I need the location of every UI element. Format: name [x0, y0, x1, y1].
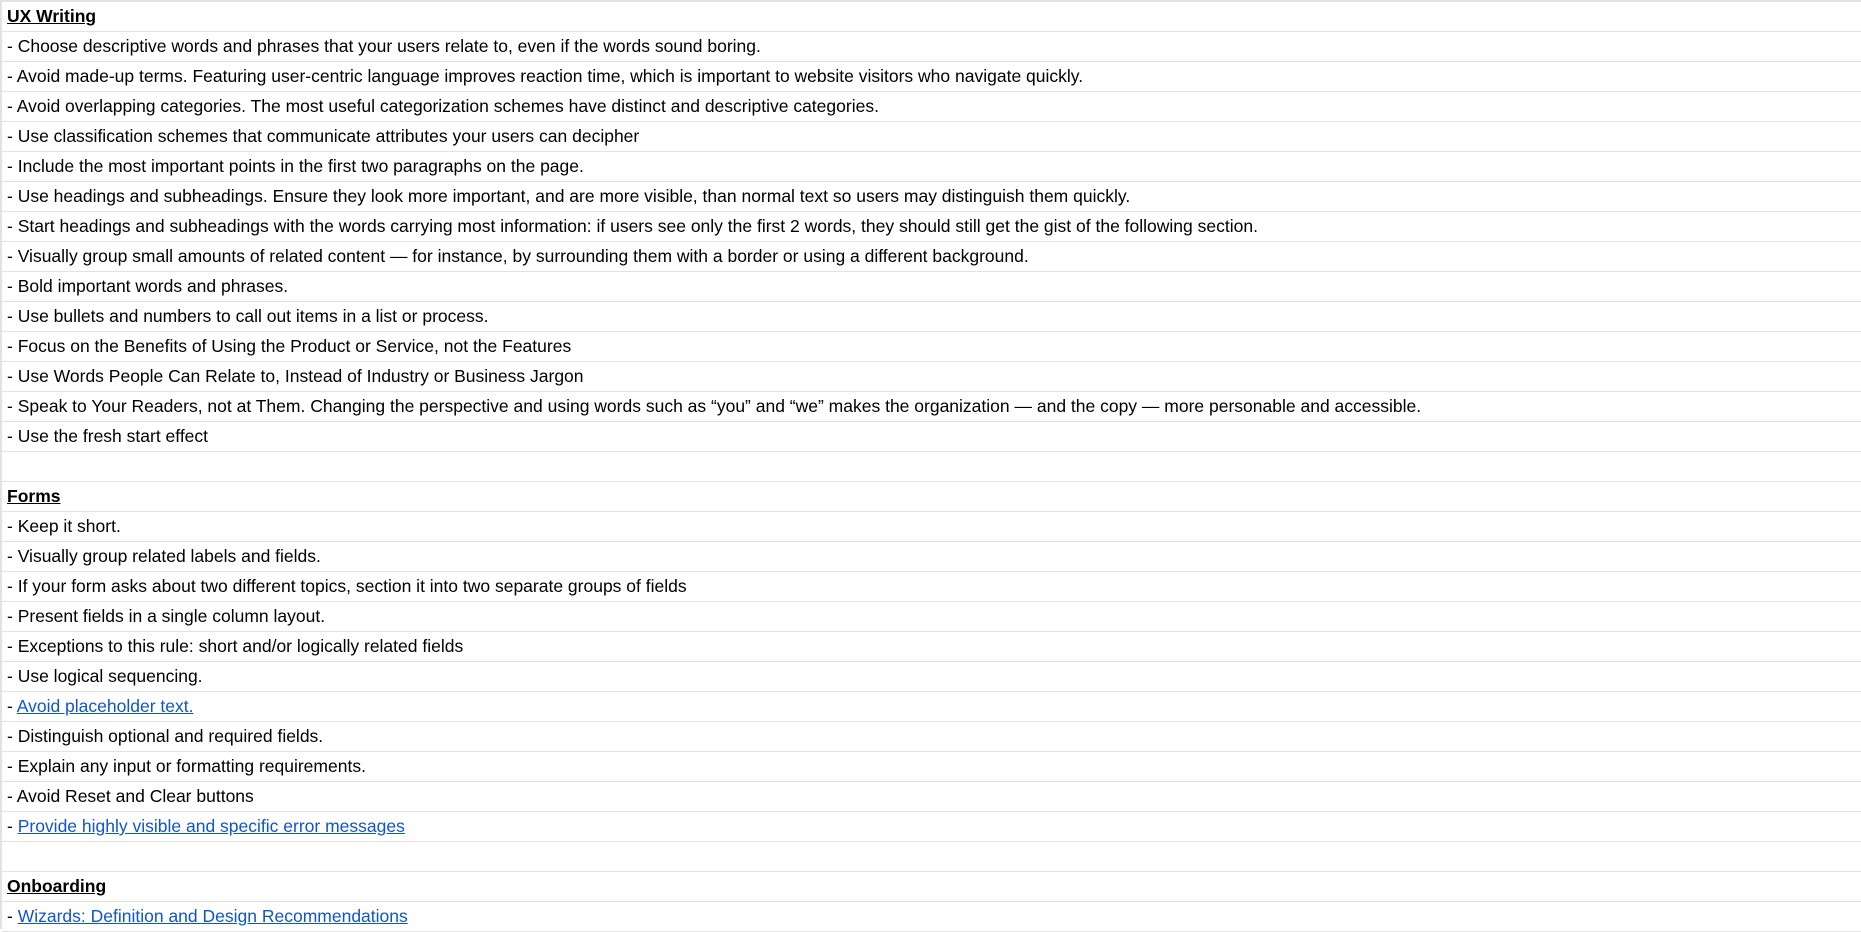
bullet-prefix: - — [7, 396, 18, 416]
ux-writing-item: Include the most important points in the first two paragraphs on the page. — [17, 156, 584, 176]
ux-writing-item: Avoid made-up terms. Featuring user-centric language improves reaction time, which is important to website visitors who navigate quickly. — [16, 66, 1084, 86]
list-item[interactable] — [2, 692, 1861, 722]
bullet-prefix: - — [7, 756, 18, 776]
section-heading-row[interactable] — [2, 872, 1861, 902]
list-item[interactable] — [2, 92, 1861, 122]
forms-item: Present fields in a single column layout. — [17, 606, 326, 626]
forms-item: Explain any input or formatting requirements. — [17, 756, 366, 776]
onboarding-heading: Onboarding — [7, 876, 107, 896]
section-heading-row[interactable] — [2, 482, 1861, 512]
list-item[interactable] — [2, 152, 1861, 182]
bullet-prefix: - — [7, 126, 18, 146]
list-item[interactable] — [2, 332, 1861, 362]
list-item[interactable] — [2, 392, 1861, 422]
ux-writing-item: Speak to Your Readers, not at Them. Changing the perspective and using words such as “you” and “we” makes the organization — and the copy — more personable and accessible. — [17, 396, 1422, 416]
list-item[interactable] — [2, 812, 1861, 842]
list-item[interactable] — [2, 752, 1861, 782]
forms-item: Visually group related labels and fields. — [17, 546, 321, 566]
list-item[interactable] — [2, 422, 1861, 452]
ux-writing-item: Use bullets and numbers to call out items in a list or process. — [17, 306, 489, 326]
spreadsheet-column — [2, 2, 1861, 932]
ux-writing-item: Avoid overlapping categories. The most useful categorization schemes have distinct and descriptive categories. — [16, 96, 879, 116]
list-item[interactable] — [2, 632, 1861, 662]
ux-writing-item: Bold important words and phrases. — [17, 276, 289, 296]
list-item[interactable] — [2, 122, 1861, 152]
bullet-prefix: - — [7, 726, 18, 746]
list-item[interactable] — [2, 542, 1861, 572]
section-heading-row[interactable] — [2, 2, 1861, 32]
bullet-prefix: - — [7, 666, 18, 686]
bullet-prefix: - — [7, 786, 17, 806]
list-item[interactable] — [2, 572, 1861, 602]
forms-item: Exceptions to this rule: short and/or logically related fields — [17, 636, 464, 656]
list-item[interactable] — [2, 32, 1861, 62]
forms-item: Use logical sequencing. — [17, 666, 203, 686]
bullet-prefix: - — [7, 156, 18, 176]
bullet-prefix: - — [7, 366, 18, 386]
bullet-prefix: - — [7, 336, 18, 356]
ux-writing-item: Use classification schemes that communicate attributes your users can decipher — [17, 126, 640, 146]
bullet-prefix: - — [7, 186, 18, 206]
bullet-prefix: - — [7, 636, 18, 656]
list-item[interactable] — [2, 182, 1861, 212]
bullet-prefix: - — [7, 216, 18, 236]
ux-writing-heading: UX Writing — [7, 6, 97, 26]
ux-writing-item: Start headings and subheadings with the words carrying most information: if users see only the first 2 words, they should still get the gist of the following section. — [17, 216, 1258, 236]
list-item[interactable] — [2, 272, 1861, 302]
bullet-prefix: - — [7, 96, 17, 116]
bullet-prefix: - — [7, 696, 17, 716]
list-item[interactable] — [2, 242, 1861, 272]
bullet-prefix: - — [7, 546, 18, 566]
bullet-prefix: - — [7, 606, 18, 626]
forms-item: Distinguish optional and required fields. — [17, 726, 324, 746]
bullet-prefix: - — [7, 906, 18, 926]
list-item[interactable] — [2, 662, 1861, 692]
bullet-prefix: - — [7, 66, 17, 86]
ux-writing-item: Choose descriptive words and phrases that your users relate to, even if the words sound boring. — [17, 36, 761, 56]
list-item[interactable] — [2, 512, 1861, 542]
bullet-prefix: - — [7, 576, 18, 596]
bullet-prefix: - — [7, 276, 18, 296]
list-item[interactable] — [2, 722, 1861, 752]
bullet-prefix: - — [7, 306, 18, 326]
bullet-prefix: - — [7, 36, 18, 56]
bullet-prefix: - — [7, 816, 18, 836]
forms-item: Keep it short. — [17, 516, 121, 536]
list-item[interactable] — [2, 902, 1861, 932]
list-item[interactable] — [2, 782, 1861, 812]
ux-writing-item: Use the fresh start effect — [17, 426, 209, 446]
ux-writing-item: Use Words People Can Relate to, Instead of Industry or Business Jargon — [17, 366, 584, 386]
error-messages-link[interactable]: Provide highly visible and specific error messages — [17, 816, 405, 836]
forms-item: If your form asks about two different topics, section it into two separate groups of fields — [17, 576, 687, 596]
empty-row[interactable] — [2, 842, 1861, 872]
list-item[interactable] — [2, 362, 1861, 392]
ux-writing-item: Use headings and subheadings. Ensure they look more important, and are more visible, than normal text so users may distinguish them quickly. — [17, 186, 1131, 206]
empty-row[interactable] — [2, 452, 1861, 482]
list-item[interactable] — [2, 212, 1861, 242]
forms-heading: Forms — [7, 486, 61, 506]
bullet-prefix: - — [7, 246, 18, 266]
bullet-prefix: - — [7, 516, 18, 536]
bullet-prefix: - — [7, 426, 18, 446]
list-item[interactable] — [2, 302, 1861, 332]
wizards-link[interactable]: Wizards: Definition and Design Recommendations — [17, 906, 408, 926]
forms-item: Avoid Reset and Clear buttons — [16, 786, 254, 806]
ux-writing-item: Focus on the Benefits of Using the Product or Service, not the Features — [17, 336, 572, 356]
avoid-placeholder-text-link[interactable]: Avoid placeholder text. — [16, 696, 194, 716]
list-item[interactable] — [2, 602, 1861, 632]
list-item[interactable] — [2, 62, 1861, 92]
ux-writing-item: Visually group small amounts of related content — for instance, by surrounding them with a border or using a different background. — [17, 246, 1029, 266]
